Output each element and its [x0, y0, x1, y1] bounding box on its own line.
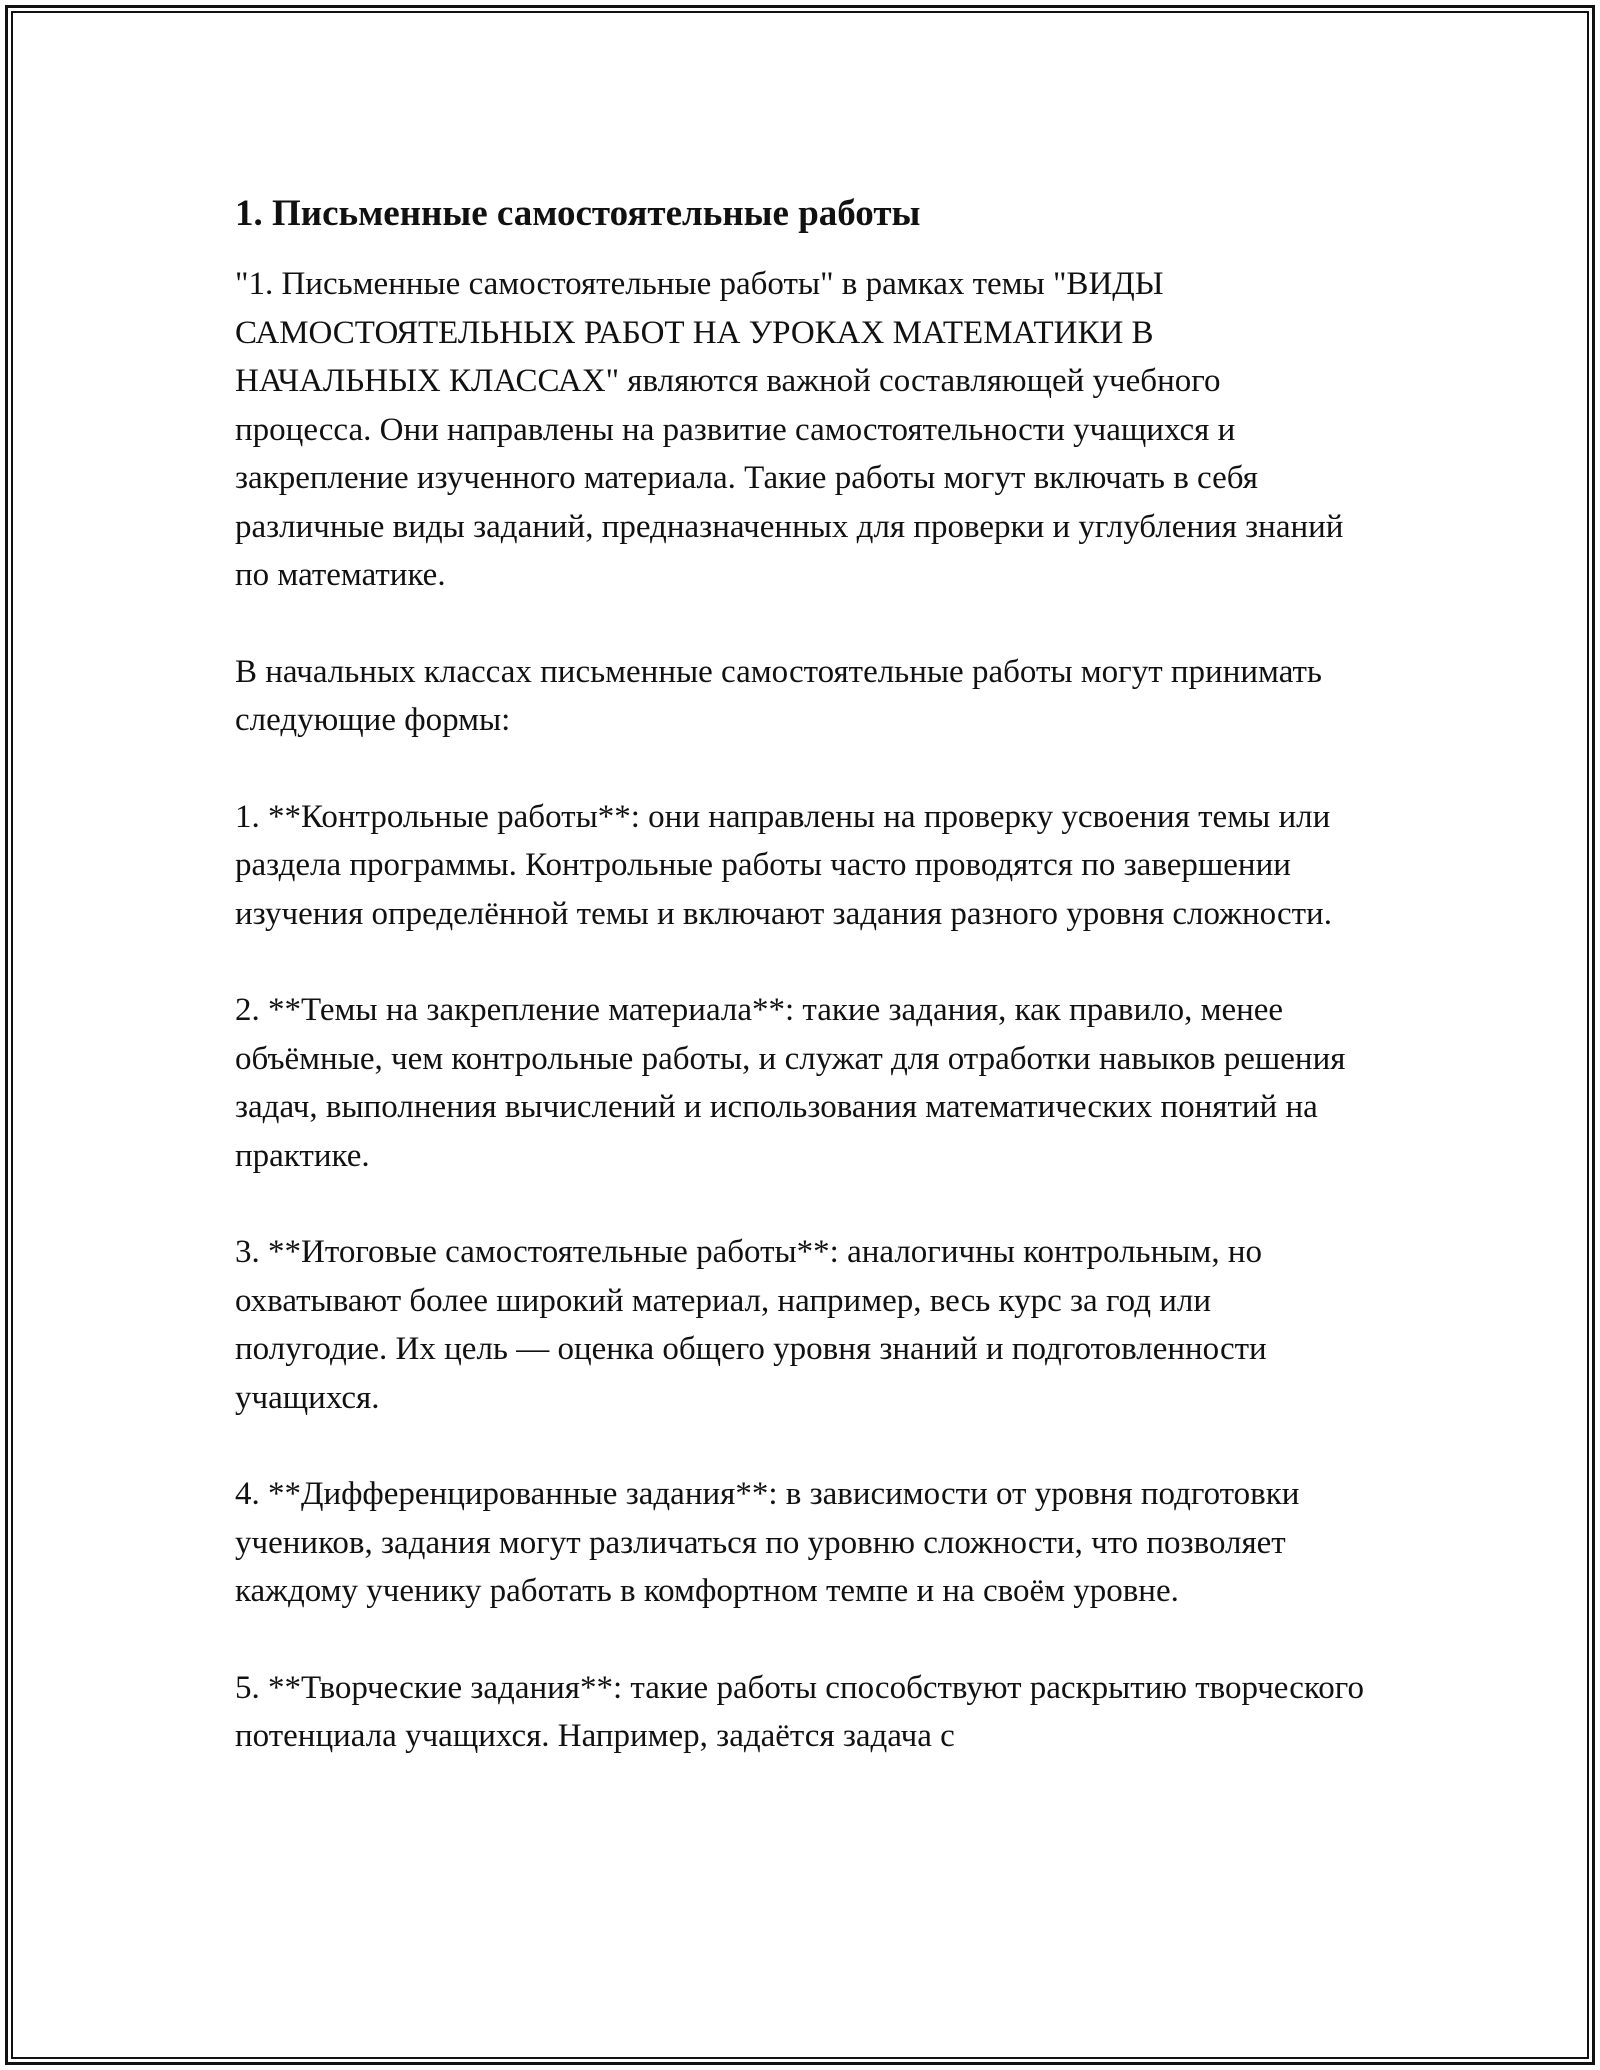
paragraph-forms-lead: В начальных классах письменные самостоятельные работы могут принимать следующие формы: [235, 653, 1322, 738]
list-item-reinforcement: 2. **Темы на закрепление материала**: такие задания, как правило, менее объёмные, чем контрольные работы, и служат для отработки навыков решения задач, выполнения вычислений и использования математических понятий на практике. [235, 992, 1346, 1174]
list-item-final-works: 3. **Итоговые самостоятельные работы**: аналогичны контрольным, но охватывают более широкий материал, например, весь курс за год или полугодие. Их цель — оценка общего уровня знаний и подготовленности учащихся. [235, 1234, 1267, 1416]
section-heading: 1. Письменные самостоятельные работы [235, 193, 921, 234]
paragraph-intro: "1. Письменные самостоятельные работы" в рамках темы "ВИДЫ САМОСТОЯТЕЛЬНЫХ РАБОТ НА УРОКАХ МАТЕМАТИКИ В НАЧАЛЬНЫХ КЛАССАХ" являются важной составляющей учебного процесса. Они направлены на развитие самостоятельности учащихся и закрепление изученного материала. Такие работы могут включать в себя различные виды заданий, предназначенных для проверки и углубления знаний по математике. [235, 266, 1344, 593]
document-body [235, 188, 1365, 1761]
list-item-creative: 5. **Творческие задания**: такие работы способствуют раскрытию творческого потенциала учащихся. Например, задаётся задача с [235, 1669, 1364, 1754]
list-item-control-works: 1. **Контрольные работы**: они направлены на проверку усвоения темы или раздела программы. Контрольные работы часто проводятся по завершении изучения определённой темы и включают задания разного уровня сложности. [235, 798, 1332, 932]
list-item-differentiated: 4. **Дифференцированные задания**: в зависимости от уровня подготовки учеников, задания могут различаться по уровню сложности, что позволяет каждому ученику работать в комфортном темпе и на своём уровне. [235, 1476, 1300, 1609]
